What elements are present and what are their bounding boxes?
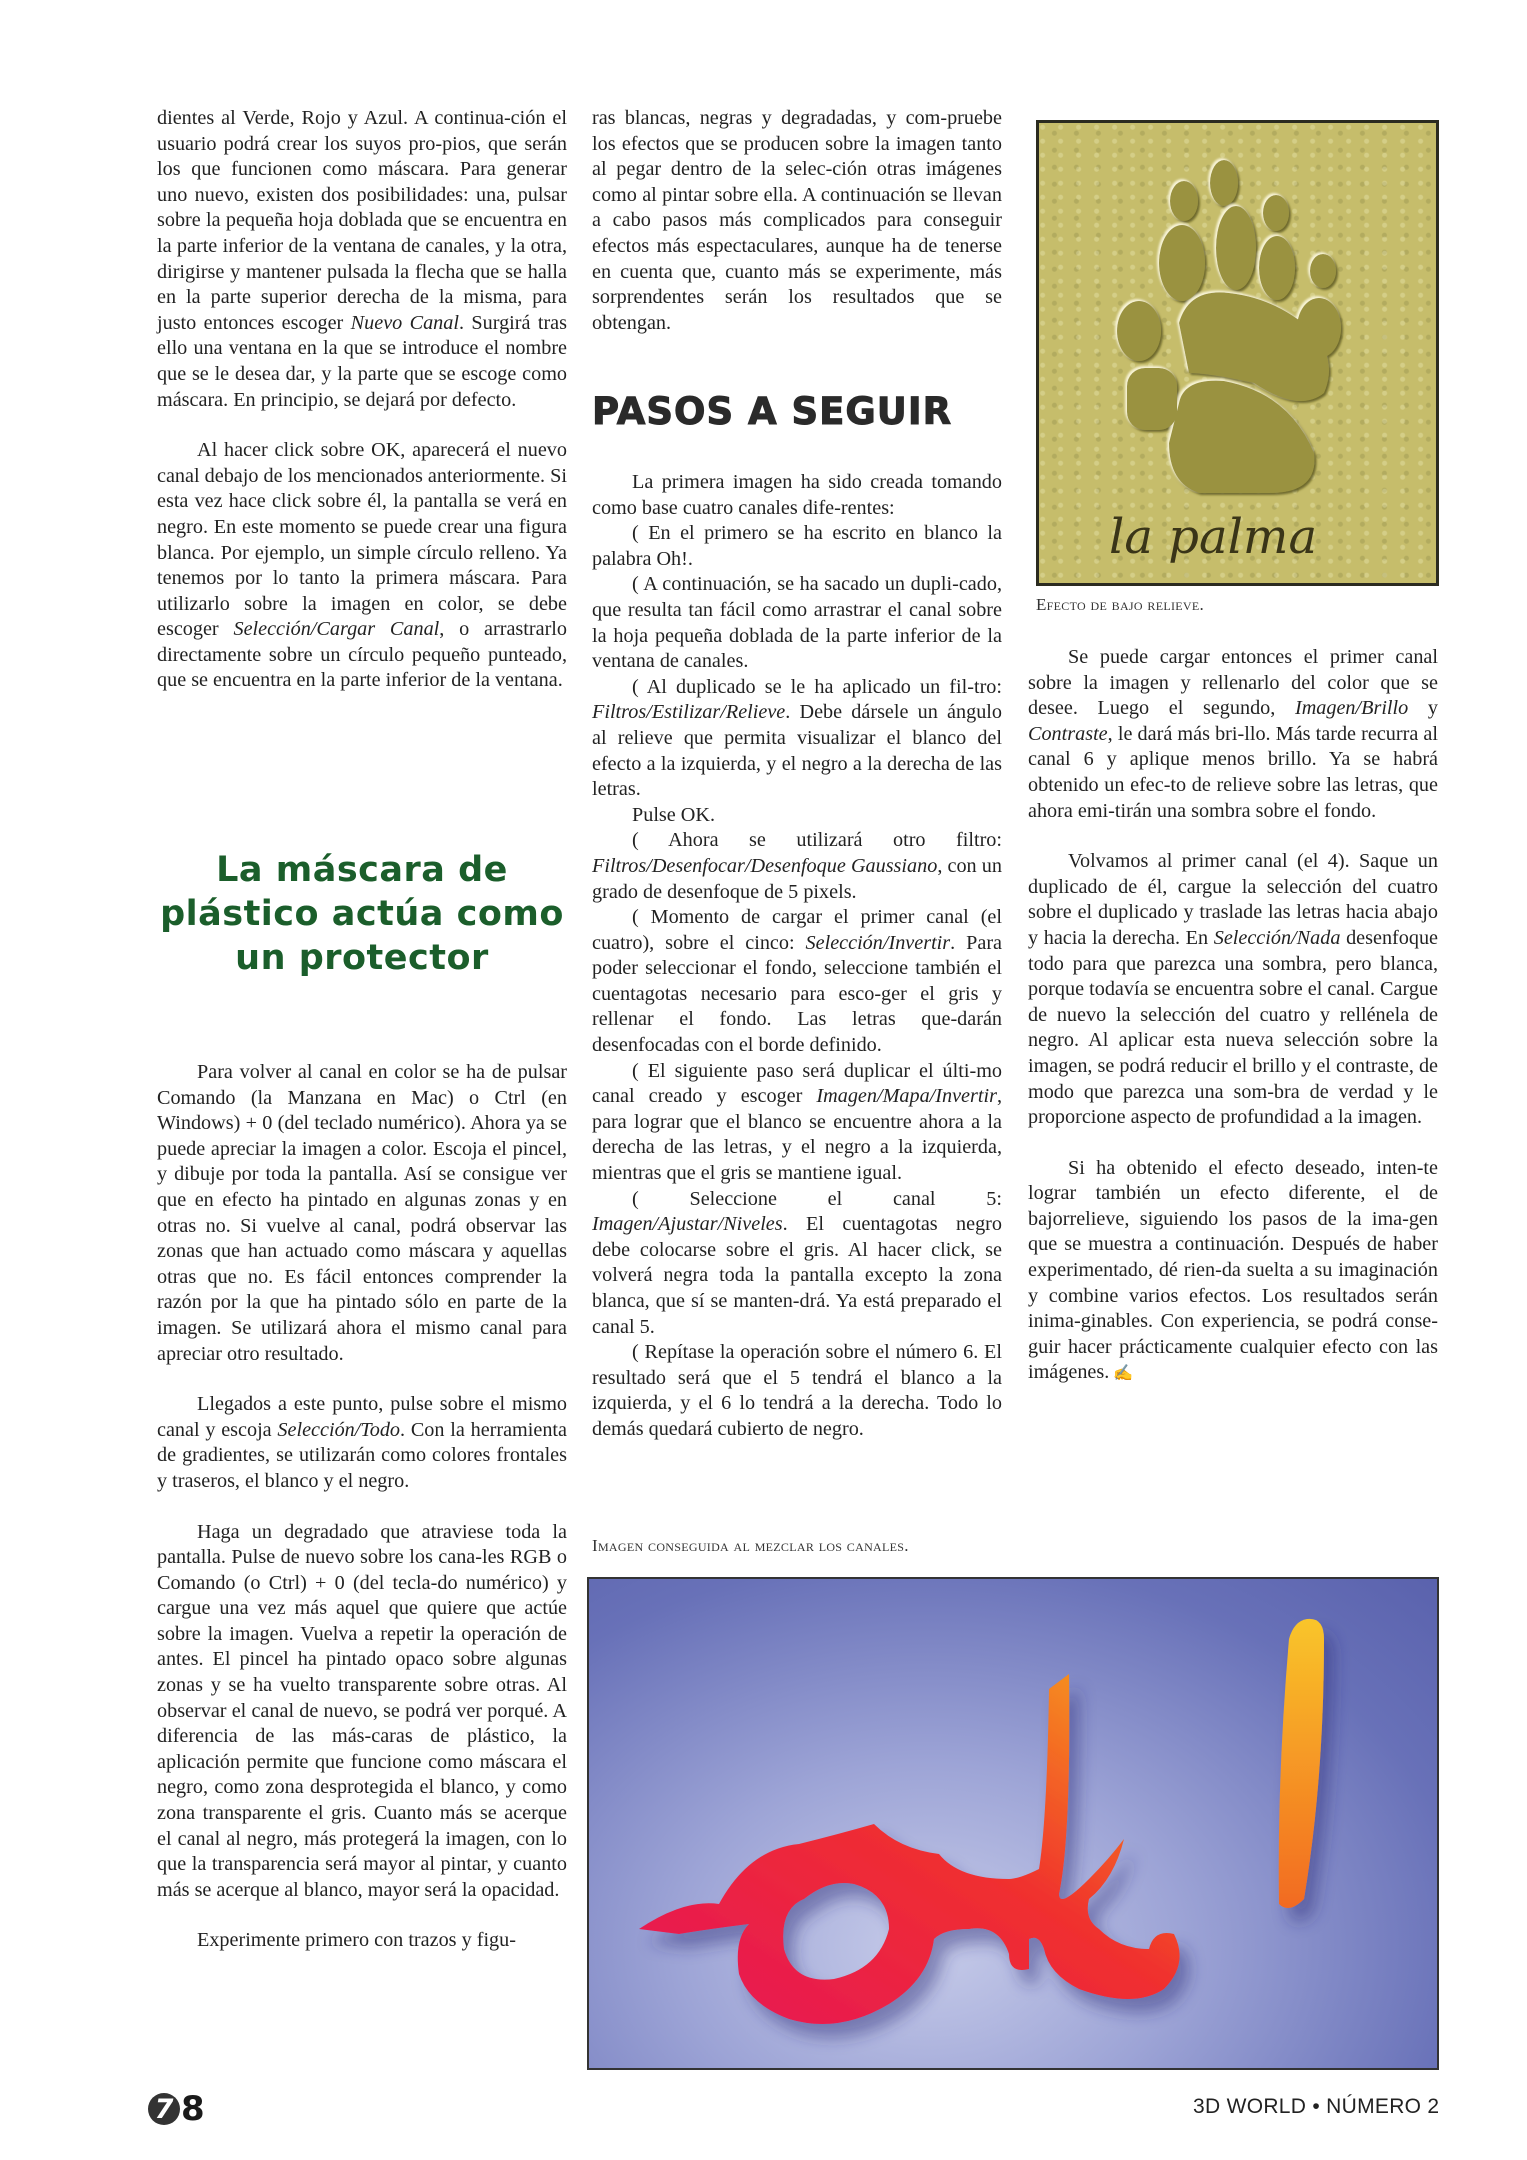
paragraph: Para volver al canal en color se ha de pulsar Comando (la Manzana en Mac) o Ctrl (en Windows) + 0 (del teclado numérico). Ahora ya se puede apreciar la imagen a color. Escoja el pincel, y dibuje por toda la pantalla. Así se consigue ver que en efecto ha pintado en algunas zonas y en otras no. Si vuelve al canal, podrá observar las zonas que han actuado como máscara y aquellas otras que no. Es fácil entonces comprender la razón por la que ha pintado sólo en parte de la imagen. Se utilizará ahora el mismo canal para apreciar otro resultado.	[157, 1061, 567, 1365]
step-item: ( Ahora se utilizará otro filtro: Filtros/Desenfocar/Desenfoque Gaussiano, con un grado de desenfoque de 5 pixels.	[592, 829, 1002, 903]
step-item: ( Repítase la operación sobre el número 6. El resultado será que el 5 tendrá el blanco a la izquierda, y el 6 lo tendrá a la derecha. Todo lo demás quedará cubierto de negro.	[592, 1341, 1002, 1440]
end-of-article-pen-icon: ✍	[1113, 1365, 1134, 1383]
step-item: ( A continuación, se ha sacado un dupli-cado, que resulta tan fácil como arrastrar el canal sobre la hoja pequeña doblada de la parte inferior de la ventana de canales.	[592, 573, 1002, 673]
paw-print-icon	[1039, 123, 1436, 583]
menu-path: Selección/Cargar Canal	[233, 618, 440, 641]
paragraph: Volvamos al primer canal (el 4). Saque un duplicado de él, cargue la selección del cuatro sobre el duplicado y traslade las letras hacia abajo y hacia la derecha. En Selección/Nada desenfoque todo para que parezca una sombra, pero blanca, porque todavía se encuentra sobre el canal. Cargue de nuevo la selección del cuatro y rellénela de negro. Al aplicar esta nueva selección sobre la imagen, se podrá reducir el brillo y el contraste, de modo que parezca una som-bra de verdad y le proporcione aspecto de profundidad a la imagen.	[1028, 850, 1438, 1129]
column-1-lower	[157, 1060, 567, 1954]
paragraph: Si ha obtenido el efecto deseado, inten-te lograr también un efecto diferente, el de bajorrelieve, siguiendo los pasos de la ima-gen que se muestra a continuación. Después de haber experimentado, dé rien-da suelta a su imaginación y combine varios efectos. Los resultados serán inima-ginables. Con experiencia, se podrá conse-guir hacer prácticamente cualquier efecto con las imágenes. ✍	[1028, 1156, 1438, 1384]
menu-path: Contraste	[1028, 722, 1108, 745]
section-heading-pasos: PASOS A SEGUIR	[592, 390, 953, 433]
menu-path: Nuevo Canal	[350, 311, 459, 334]
magazine-issue-label: 3D WORLD • NÚMERO 2	[1193, 2095, 1440, 2118]
bas-relief-paw-image	[1036, 120, 1439, 586]
menu-path: Imagen/Ajustar/Niveles	[592, 1213, 783, 1236]
paragraph: Llegados a este punto, pulse sobre el mismo canal y escoja Selección/Todo. Con la herramienta de gradientes, se utilizarán como colores frontales y traseros, el blanco y el negro.	[157, 1393, 567, 1492]
column-3	[1028, 645, 1438, 1387]
paragraph: Al hacer click sobre OK, aparecerá el nuevo canal debajo de los mencionados anteriormente. Si esta vez hace click sobre él, la pantalla se verá en negro. En este momento se puede crear una figura blanca. Por ejemplo, un simple círculo relleno. Ya tenemos por lo tanto la primera máscara. Para utilizarlo sobre la imagen en color, se debe escoger Selección/Cargar Canal, o arrastrarlo directamente sobre un círculo pequeño punteado, que se encuentra en la parte inferior de la ventana.	[157, 439, 567, 692]
paw-signature-text: la palma	[1109, 509, 1318, 565]
paragraph: ras blancas, negras y degradadas, y com-pruebe los efectos que se producen sobre la imagen tanto al pegar dentro de la selec-ción otras imágenes como al pintar sobre ella. A continuación se llevan a cabo pasos más complicados para conseguir efectos más espectaculares, aunque ha de tenerse en cuenta que, cuanto más se experimente, más sorprendentes serán los resultados que se obtengan.	[592, 107, 1002, 334]
section-heading-mascara: La máscara de plástico actúa como un protector	[160, 850, 564, 978]
step-item: ( Momento de cargar el primer canal (el cuatro), sobre el cinco: Selección/Invertir. Para poder seleccionar el fondo, seleccione también el cuentagotas necesario para esco-ger el gris y rellenar el fondo. Las letras que-darán desenfocadas con el borde definido.	[592, 906, 1002, 1057]
column-2-steps	[592, 470, 1002, 1443]
paragraph: Haga un degradado que atraviese toda la pantalla. Pulse de nuevo sobre los cana-les RGB o Comando (o Ctrl) + 0 (del tecla-do numérico) y cargue una vez más aquel que quiere que actúe sobre la imagen. Vuelva a repetir la operación de antes. El pincel ha pintado opaco sobre algunas zonas y se ha vuelto transparente sobre otras. Al observar el canal de nuevo, se podrá ver porqué. A diferencia de las más-caras de plástico, la aplicación permite que funcione como máscara el negro, como zona desprotegida el blanco, y como zona transparente el gris. Cuanto más se acerque el canal al negro, más protegerá la imagen, con lo que la transparencia será mayor al pintar, y cuanto más se acerque al blanco, mayor será la opacidad.	[157, 1520, 567, 1901]
paragraph: Experimente primero con trazos y figu-	[197, 1929, 516, 1952]
step-item: ( Al duplicado se le ha aplicado un fil-tro: Filtros/Estilizar/Relieve. Debe dársele un ángulo al relieve que permita visualizar el blanco del efecto a la izquierda, y el negro a la derecha de las letras.	[592, 675, 1002, 801]
step-item: ( En el primero se ha escrito en blanco la palabra Oh!.	[592, 522, 1002, 570]
page-number: 7 8	[148, 2089, 205, 2129]
menu-path: Imagen/Brillo	[1294, 697, 1409, 720]
step-item: ( El siguiente paso será duplicar el últi-mo canal creado y escoger Imagen/Mapa/Invertir, para lograr que el blanco se encuentre ahora a la derecha de las letras, y el negro a la izquierda, mientras que el gris se mantiene igual.	[592, 1059, 1002, 1185]
menu-path: Filtros/Desenfocar/Desenfoque Gaussiano	[592, 854, 938, 877]
column-1	[157, 106, 567, 694]
column-2	[592, 106, 1002, 336]
step-item: ( Seleccione el canal 5: Imagen/Ajustar/Niveles. El cuentagotas negro debe colocarse sobre el gris. Al hacer click, se volverá negra toda la pantalla excepto la zona blanca, que sí se manten-drá. Ya está preparado el canal 5.	[592, 1187, 1002, 1338]
menu-path: Imagen/Mapa/Invertir	[816, 1085, 997, 1108]
paragraph: Se puede cargar entonces el primer canal sobre la imagen y rellenarlo del color que se desee. Luego el segundo, Imagen/Brillo y Contraste, le dará más bri-llo. Más tarde recurra al canal 6 y aplique menos brillo. Ya se habrá obtenido un efec-to de relieve sobre las letras, que ahora emi-tirán una sombra sobre el fondo.	[1028, 646, 1438, 822]
oh-image-caption: Imagen conseguida al mezclar los canales.	[592, 1536, 909, 1555]
menu-path: Filtros/Estilizar/Relieve	[592, 701, 786, 724]
menu-path: Selección/Invertir	[805, 931, 951, 954]
menu-path: Selección/Todo	[277, 1418, 401, 1441]
page-number-circled-digit: 7	[148, 2093, 180, 2125]
paw-image-caption: Efecto de bajo relieve.	[1036, 595, 1205, 614]
step-item: Pulse OK.	[632, 803, 715, 826]
paragraph: La primera imagen ha sido creada tomando como base cuatro canales dife-rentes:	[592, 471, 1002, 519]
menu-path: Selección/Nada	[1213, 926, 1341, 949]
oh-channels-image	[587, 1577, 1439, 2070]
paragraph: dientes al Verde, Rojo y Azul. A continua-ción el usuario podrá crear los suyos pro-pios, que serán los que funcionen como máscara. Para generar uno nuevo, existen dos posibilidades: una, pulsar sobre la pequeña hoja doblada que se encuentra en la parte inferior de la ventana de canales, y la otra, dirigirse y mantener pulsada la flecha que se halla en la parte superior derecha de la misma, para justo entonces escoger Nuevo Canal. Surgirá tras ello una ventana en la que se introduce el nombre que se le desea dar, y la parte que se escoge como máscara. En principio, se dejará por defecto.	[157, 107, 567, 411]
oh-lettering-icon	[589, 1579, 1437, 2068]
